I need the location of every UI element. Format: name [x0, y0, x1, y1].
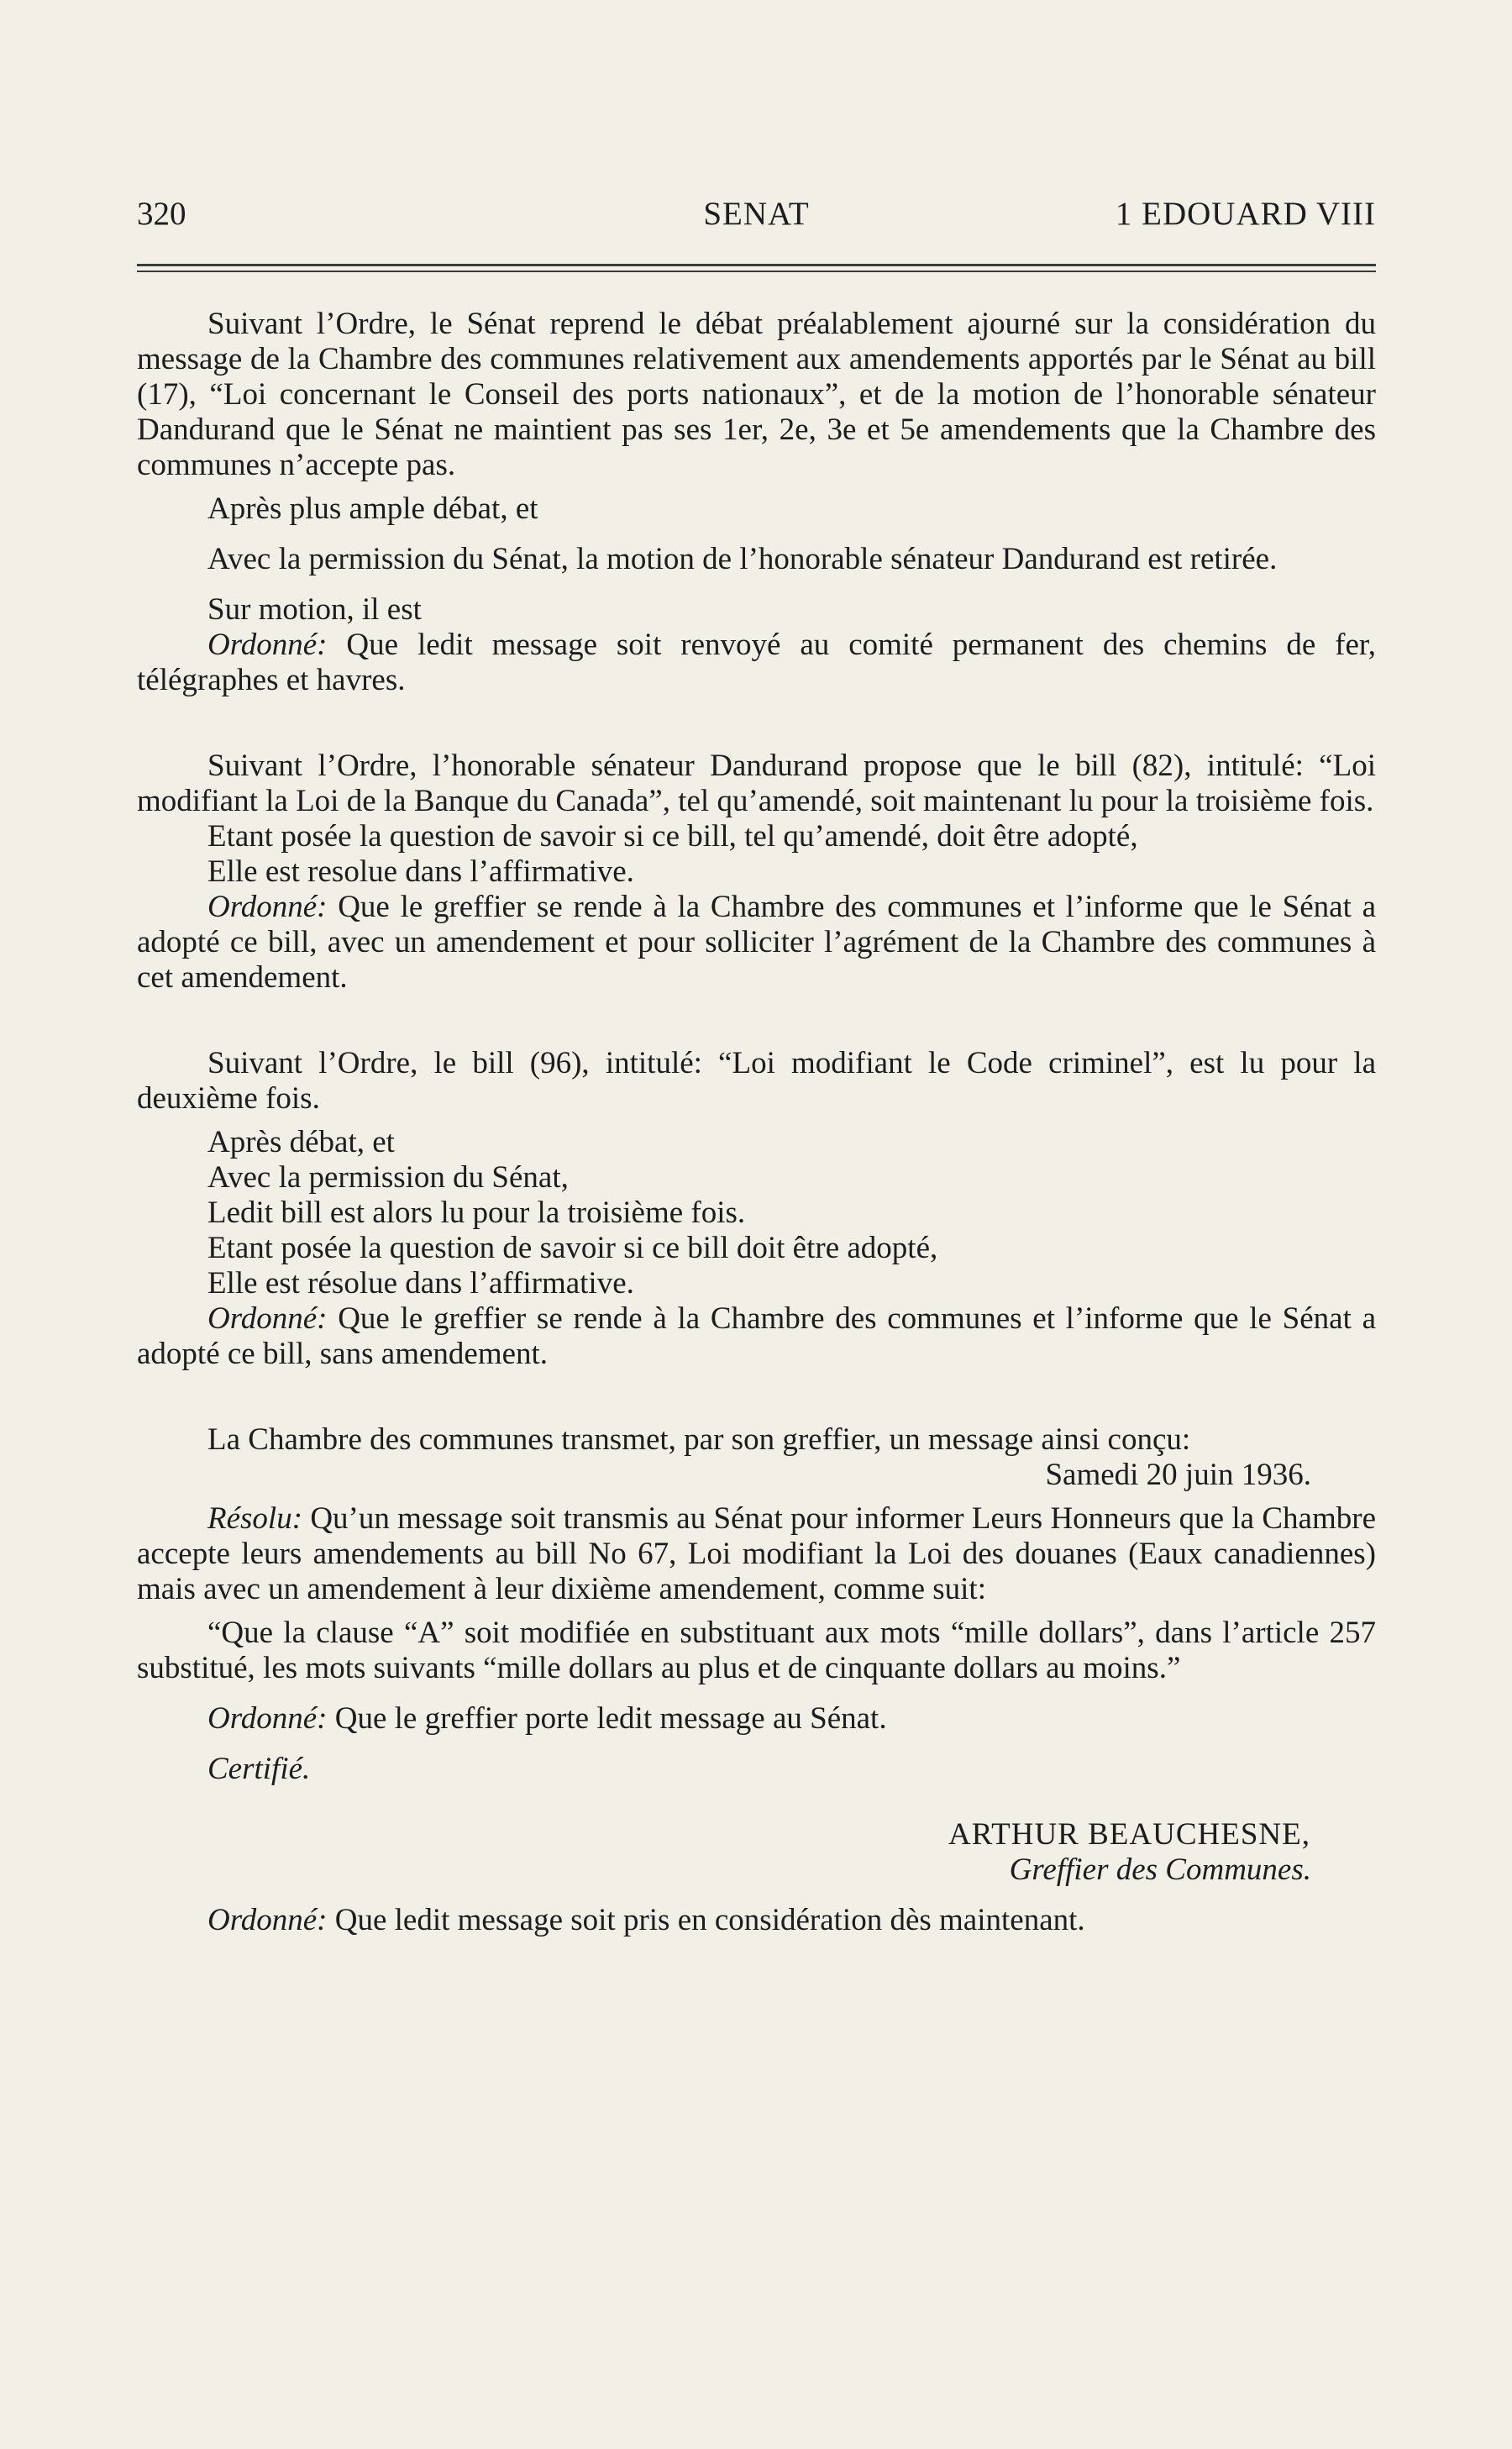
- page-number: 320: [137, 196, 186, 232]
- paragraph-debate-bill-17: Suivant l’Ordre, le Sénat reprend le débat préalablement ajourné sur la considération du message de la Chambre des communes relativement aux amendements apportés par le Sénat au bill (17), “Loi concernant le Conseil des ports nationaux”, et de la motion de l’honorable sénateur Dandurand que le Sénat ne maintient pas ses 1er, 2e, 3e et 5e amendements que la Chambre des communes n’accepte pas.: [137, 307, 1376, 482]
- order-text: Que ledit message soit renvoyé au comité permanent des chemins de fer, télégraphes et havres.: [137, 628, 1376, 697]
- signature-title: Greffier des Communes.: [1009, 1853, 1311, 1887]
- page-title: SENAT: [703, 196, 810, 232]
- paragraph-third-reading: Ledit bill est alors lu pour la troisième fois.: [207, 1196, 746, 1230]
- paragraph-on-motion: Sur motion, il est: [207, 592, 422, 627]
- signature-name: ARTHUR BEAUCHESNE,: [948, 1817, 1310, 1852]
- paragraph-resolved-affirmative: Elle est resolue dans l’affirmative.: [207, 854, 634, 889]
- paragraph-question-put-96: Etant posée la question de savoir si ce bill doit être adopté,: [207, 1231, 938, 1265]
- paragraph-clause-a-amendment: “Que la clause “A” soit modifiée en substituant aux mots “mille dollars”, dans l’article 257 substitué, les mots suivants “mille dollars au plus et de cinquante dollars au moins.”: [137, 1616, 1376, 1685]
- order-label: Ordonné:: [207, 890, 328, 924]
- paragraph-order-consider-now: [137, 1903, 1376, 1938]
- paragraph-bill-96-second-reading: Suivant l’Ordre, le bill (96), intitulé: “Loi modifiant le Code criminel”, est lu pour la deuxième fois.: [137, 1046, 1376, 1116]
- paragraph-motion-withdrawn: Avec la permission du Sénat, la motion de l’honorable sénateur Dandurand est retirée.: [207, 542, 1278, 576]
- order-text: Que le greffier se rende à la Chambre des communes et l’informe que le Sénat a adopté ce bill, sans amendement.: [137, 1301, 1376, 1371]
- paragraph-resolution: [137, 1501, 1376, 1607]
- reign-label: 1 EDOUARD VIII: [1115, 196, 1376, 232]
- order-label: Ordonné:: [207, 1701, 328, 1736]
- certified-label: Certifié.: [207, 1752, 311, 1786]
- paragraph-further-debate: Après plus ample débat, et: [207, 491, 538, 526]
- order-text: Que ledit message soit pris en considération dès maintenant.: [327, 1903, 1085, 1937]
- header-rule-top: [137, 264, 1376, 266]
- paragraph-resolved-96: Elle est résolue dans l’affirmative.: [207, 1266, 634, 1301]
- paragraph-with-permission: Avec la permission du Sénat,: [207, 1160, 569, 1195]
- paragraph-commons-message: La Chambre des communes transmet, par son greffier, un message ainsi conçu:: [207, 1422, 1191, 1457]
- resolution-label: Résolu:: [207, 1501, 303, 1536]
- paragraph-order-referral: [137, 628, 1376, 698]
- order-text: Que le greffier porte ledit message au Sénat.: [327, 1701, 887, 1736]
- order-label: Ordonné:: [207, 1301, 328, 1336]
- paragraph-order-carry-message: [137, 1701, 1376, 1737]
- message-date: Samedi 20 juin 1936.: [1045, 1458, 1311, 1492]
- paragraph-after-debate: Après débat, et: [207, 1125, 395, 1159]
- running-header: [137, 195, 1376, 245]
- order-label: Ordonné:: [207, 1903, 328, 1937]
- resolution-text: Qu’un message soit transmis au Sénat pour informer Leurs Honneurs que la Chambre accepte leurs amendements au bill No 67, Loi modifiant la Loi des douanes (Eaux canadiennes) mais avec un amendement à leur dixième amendement, comme suit:: [137, 1501, 1376, 1606]
- paragraph-order-clerk-82: [137, 890, 1376, 996]
- order-label: Ordonné:: [207, 628, 328, 662]
- paragraph-bill-82-motion: Suivant l’Ordre, l’honorable sénateur Dandurand propose que le bill (82), intitulé: “Loi modifiant la Loi de la Banque du Canada”, tel qu’amendé, soit maintenant lu pour la troisième fois.: [137, 749, 1376, 818]
- header-rule-bottom: [137, 271, 1376, 272]
- order-text: Que le greffier se rende à la Chambre des communes et l’informe que le Sénat a adopté ce bill, avec un amendement et pour solliciter l’agrément de la Chambre des communes à cet amendement.: [137, 890, 1376, 995]
- paragraph-question-put: Etant posée la question de savoir si ce bill, tel qu’amendé, doit être adopté,: [207, 819, 1138, 854]
- paragraph-order-clerk-96: [137, 1301, 1376, 1372]
- body-text-block-1: [137, 307, 1376, 1938]
